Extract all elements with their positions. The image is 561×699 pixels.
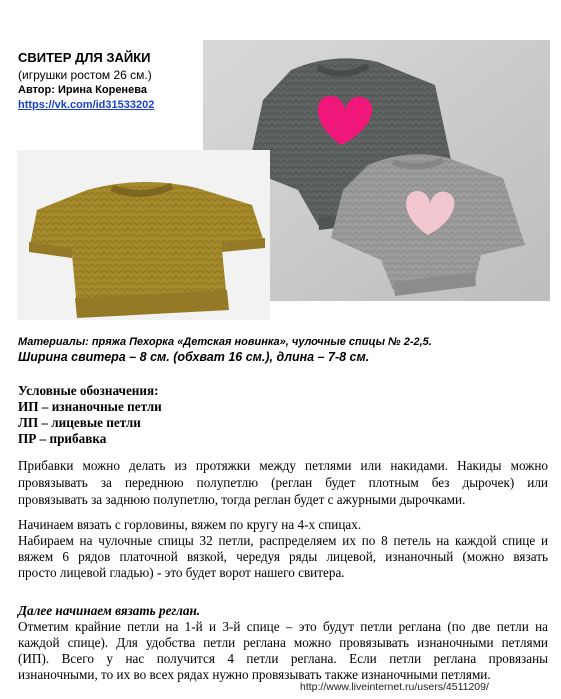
section-heading: Далее начинаем вязать реглан. bbox=[18, 603, 201, 618]
paragraph-line: Начинаем вязать с горловины, вяжем по кругу на 4-х спицах. bbox=[18, 517, 362, 532]
legend-item: ИП – изнаночные петли bbox=[18, 399, 162, 414]
paragraph-line: Отметим крайние петли на 1-й и 3-й спице – это будут петли реглана (по две петли на bbox=[18, 619, 548, 634]
size-text: Ширина свитера – 8 см. (обхват 16 см.), длина – 7-8 см. bbox=[18, 350, 370, 364]
legend-item: ПР – прибавка bbox=[18, 431, 107, 446]
paragraph-line: Набираем на чулочные спицы 32 петли, распределяем их по 8 петель на каждой спице и bbox=[18, 533, 548, 548]
author: Автор: Ирина Коренева bbox=[18, 84, 147, 96]
paragraph-line: просто лицевой гладью) - это будет ворот нашего свитера. bbox=[18, 565, 345, 580]
paragraph-line: каждой спице). Для удобства петли реглана можно провязывать изнаночными петлями bbox=[18, 635, 548, 650]
page-title: СВИТЕР ДЛЯ ЗАЙКИ bbox=[18, 50, 151, 65]
watermark-url: http://www.liveinternet.ru/users/4511209/ bbox=[300, 681, 489, 693]
paragraph-line: провязывать за переднюю полупетлю (реглан будет плотным без дырочек) или bbox=[18, 475, 548, 490]
mustard-sweater-illustration bbox=[17, 150, 270, 320]
paragraph-line: (ИП). Всего у нас получится 4 петли реглана. Если петли реглана провязаны bbox=[18, 651, 548, 666]
subtitle: (игрушки ростом 26 см.) bbox=[18, 68, 152, 82]
paragraph-line: провязывать за заднюю полупетлю, тогда реглан будет с ажурными дырочками. bbox=[18, 492, 466, 507]
paragraph-line: изнаночными, то их во всех рядах нужно провязывать также изнаночными петлями. bbox=[18, 667, 491, 682]
legend-item: ЛП – лицевые петли bbox=[18, 415, 141, 430]
legend-heading: Условные обозначения: bbox=[18, 383, 159, 398]
paragraph-line: вяжем 6 рядов платочной вязкой, чередуя ряды лицевой, изнаночный (можно вязать bbox=[18, 549, 548, 564]
photo-mustard-sweater bbox=[17, 150, 270, 320]
author-link[interactable]: https://vk.com/id31533202 bbox=[18, 99, 155, 111]
materials-text: Материалы: пряжа Пехорка «Детская новинка», чулочные спицы № 2-2,5. bbox=[18, 336, 432, 348]
paragraph-line: Прибавки можно делать из протяжки между петлями или накидами. Накиды можно bbox=[18, 458, 548, 473]
